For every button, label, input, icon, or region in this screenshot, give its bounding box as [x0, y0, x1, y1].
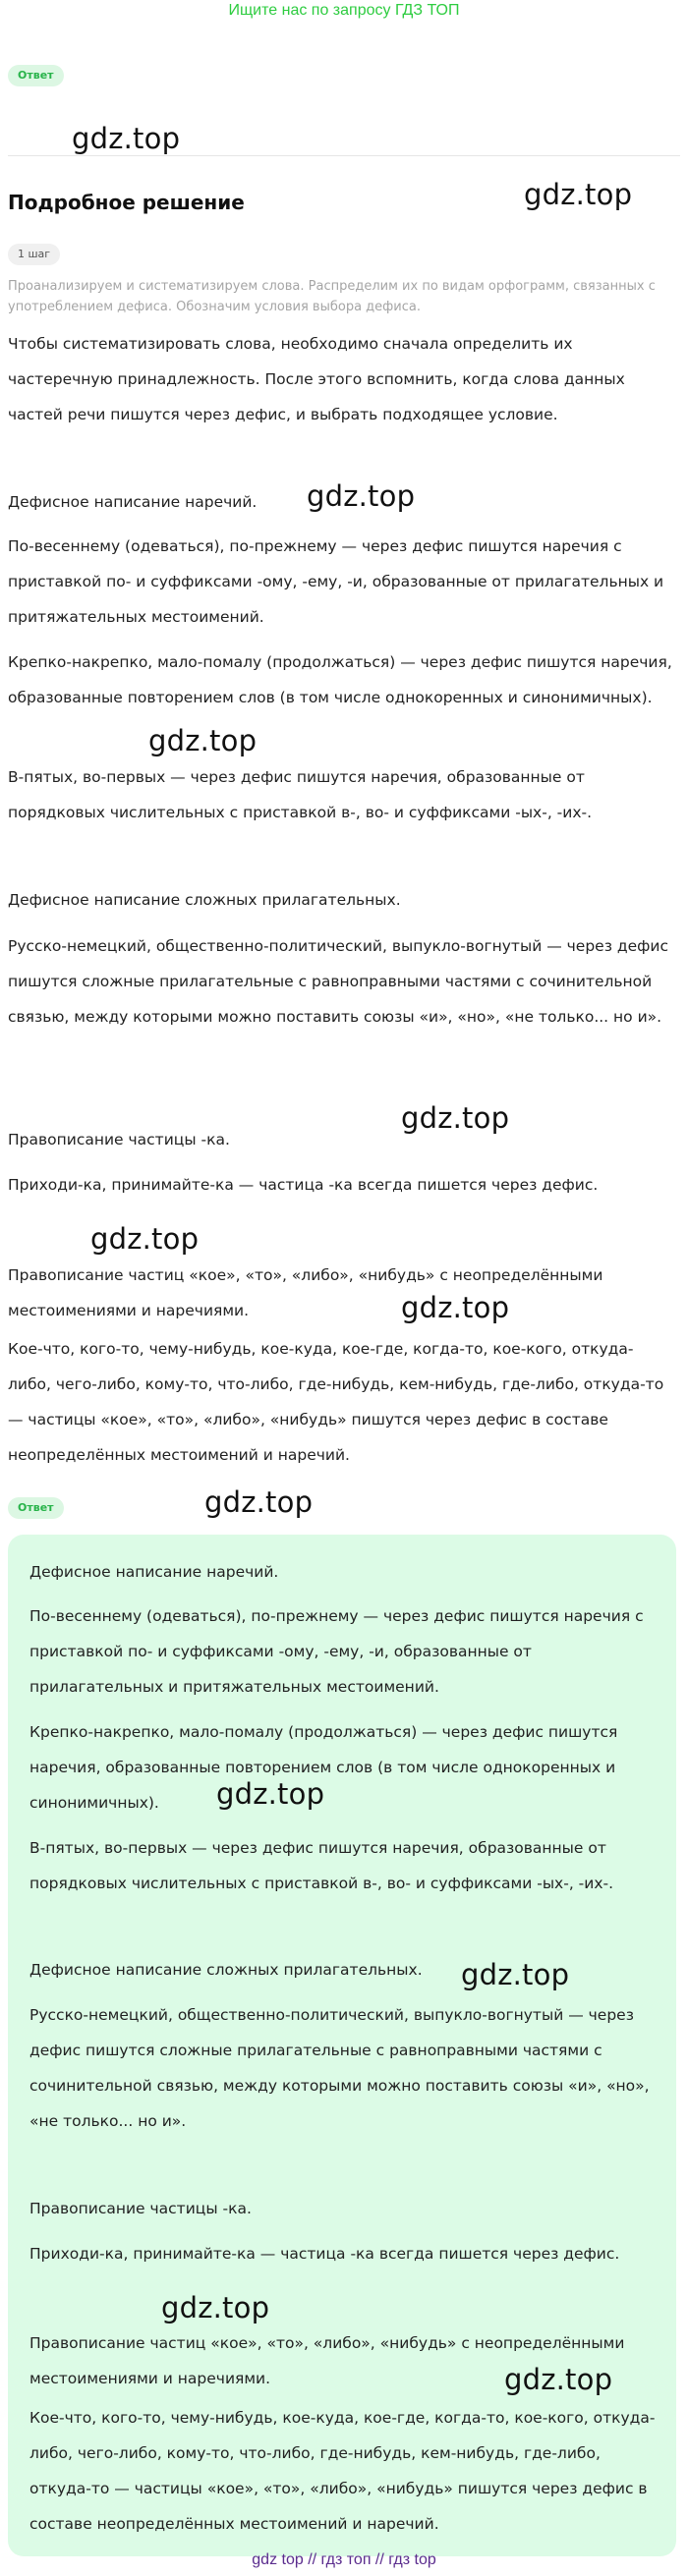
answer-section-title-adverbs: Дефисное написание наречий.: [29, 1563, 279, 1581]
watermark: gdz.top: [524, 178, 633, 211]
section-title-adverbs: Дефисное написание наречий.: [8, 493, 258, 511]
watermark: gdz.top: [204, 1485, 314, 1519]
watermark: gdz.top: [461, 1958, 570, 1991]
paragraph-adverbs-po: По-весеннему (одеваться), по-прежнему — через дефис пишутся наречия с приставкой по- и суффиксами -ому, -ему, -и, образованные от прилагательных и притяжательных местоимений.: [8, 537, 664, 626]
section-title-adjectives: Дефисное написание сложных прилагательных.: [8, 891, 401, 909]
lead-paragraph: Чтобы систематизировать слова, необходимо сначала определить их частеречную принадлежность. После этого вспомнить, когда слова данных частей речи пишутся через дефис, и выбрать подходящее условие.: [8, 335, 625, 423]
answer-section-title-particles: Правописание частиц «кое», «то», «либо», «нибудь» с неопределёнными местоимениями и наречиями.: [29, 2334, 625, 2387]
answer-paragraph-particles: Кое-что, кого-то, чему-нибудь, кое-куда, кое-где, когда-то, кое-кого, откуда-либо, чего-либо, кому-то, что-либо, где-нибудь, кем-нибудь, где-либо, откуда-то — частицы «кое», «то», «либо», «нибудь» пишутся через дефис в составе неопределённых местоимений и наречий.: [29, 2409, 656, 2533]
watermark: gdz.top: [72, 122, 181, 155]
step-intro: Проанализируем и систематизируем слова. Распределим их по видам орфограмм, связанных с употреблением дефиса. Обозначим условия выбора дефиса.: [8, 279, 656, 314]
paragraph-adjectives: Русско-немецкий, общественно-политический, выпукло-вогнутый — через дефис пишутся сложные прилагательные с равноправными частями с сочинительной связью, между которыми можно поставить союзы «и», «но», «не только... но и».: [8, 937, 668, 1026]
answer-badge: Ответ: [8, 1497, 64, 1519]
answer-paragraph-particle-ka: Приходи-ка, принимайте-ка — частица -ка всегда пишется через дефис.: [29, 2245, 620, 2263]
answer-section-title-particle-ka: Правописание частицы -ка.: [29, 2200, 252, 2217]
paragraph-adverbs-ordinal: В-пятых, во-первых — через дефис пишутся наречия, образованные от порядковых числительных с приставкой в-, во- и суффиксами -ых-, -их-.: [8, 768, 593, 821]
section-title-particles: Правописание частиц «кое», «то», «либо», «нибудь» с неопределёнными местоимениями и наречиями.: [8, 1266, 603, 1319]
watermark: gdz.top: [148, 724, 258, 757]
search-banner[interactable]: Ищите нас по запросу ГДЗ ТОП: [228, 2, 460, 19]
watermark: gdz.top: [307, 479, 416, 513]
answer-section-title-adjectives: Дефисное написание сложных прилагательных.: [29, 1961, 423, 1979]
paragraph-adverbs-repeat: Крепко-накрепко, мало-помалу (продолжаться) — через дефис пишутся наречия, образованные повторением слов (в том числе однокоренных и синонимичных).: [8, 653, 672, 706]
paragraph-particles: Кое-что, кого-то, чему-нибудь, кое-куда, кое-где, когда-то, кое-кого, откуда-либо, чего-либо, кому-то, что-либо, где-нибудь, кем-нибудь, где-либо, откуда-то — частицы «кое», «то», «либо», «нибудь» пишутся через дефис в составе неопределённых местоимений и наречий.: [8, 1340, 664, 1464]
step-badge: 1 шаг: [8, 244, 60, 265]
watermark: gdz.top: [161, 2291, 270, 2324]
section-title-particle-ka: Правописание частицы -ка.: [8, 1131, 230, 1148]
watermark: gdz.top: [401, 1291, 510, 1324]
answer-badge: Ответ: [8, 65, 64, 86]
watermark: gdz.top: [90, 1222, 200, 1256]
answer-paragraph-adverbs-ordinal: В-пятых, во-первых — через дефис пишутся наречия, образованные от порядковых числительных с приставкой в-, во- и суффиксами -ых-, -их-.: [29, 1839, 614, 1892]
solution-heading: Подробное решение: [8, 191, 245, 214]
answer-paragraph-adverbs-po: По-весеннему (одеваться), по-прежнему — через дефис пишутся наречия с приставкой по- и суффиксами -ому, -ему, -и, образованные от прилагательных и притяжательных местоимений.: [29, 1607, 644, 1696]
footer-links[interactable]: gdz top // гдз топ // гдз top: [252, 2551, 436, 2568]
answer-paragraph-adverbs-repeat: Крепко-накрепко, мало-помалу (продолжаться) — через дефис пишутся наречия, образованные повторением слов (в том числе однокоренных и синонимичных).: [29, 1723, 618, 1812]
divider: [8, 155, 680, 156]
watermark: gdz.top: [216, 1777, 325, 1811]
watermark: gdz.top: [401, 1101, 510, 1135]
answer-paragraph-adjectives: Русско-немецкий, общественно-политический, выпукло-вогнутый — через дефис пишутся сложные прилагательные с равноправными частями с сочинительной связью, между которыми можно поставить союзы «и», «но», «не только... но и».: [29, 2006, 650, 2130]
watermark: gdz.top: [504, 2363, 613, 2396]
paragraph-particle-ka: Приходи-ка, принимайте-ка — частица -ка всегда пишется через дефис.: [8, 1176, 599, 1194]
